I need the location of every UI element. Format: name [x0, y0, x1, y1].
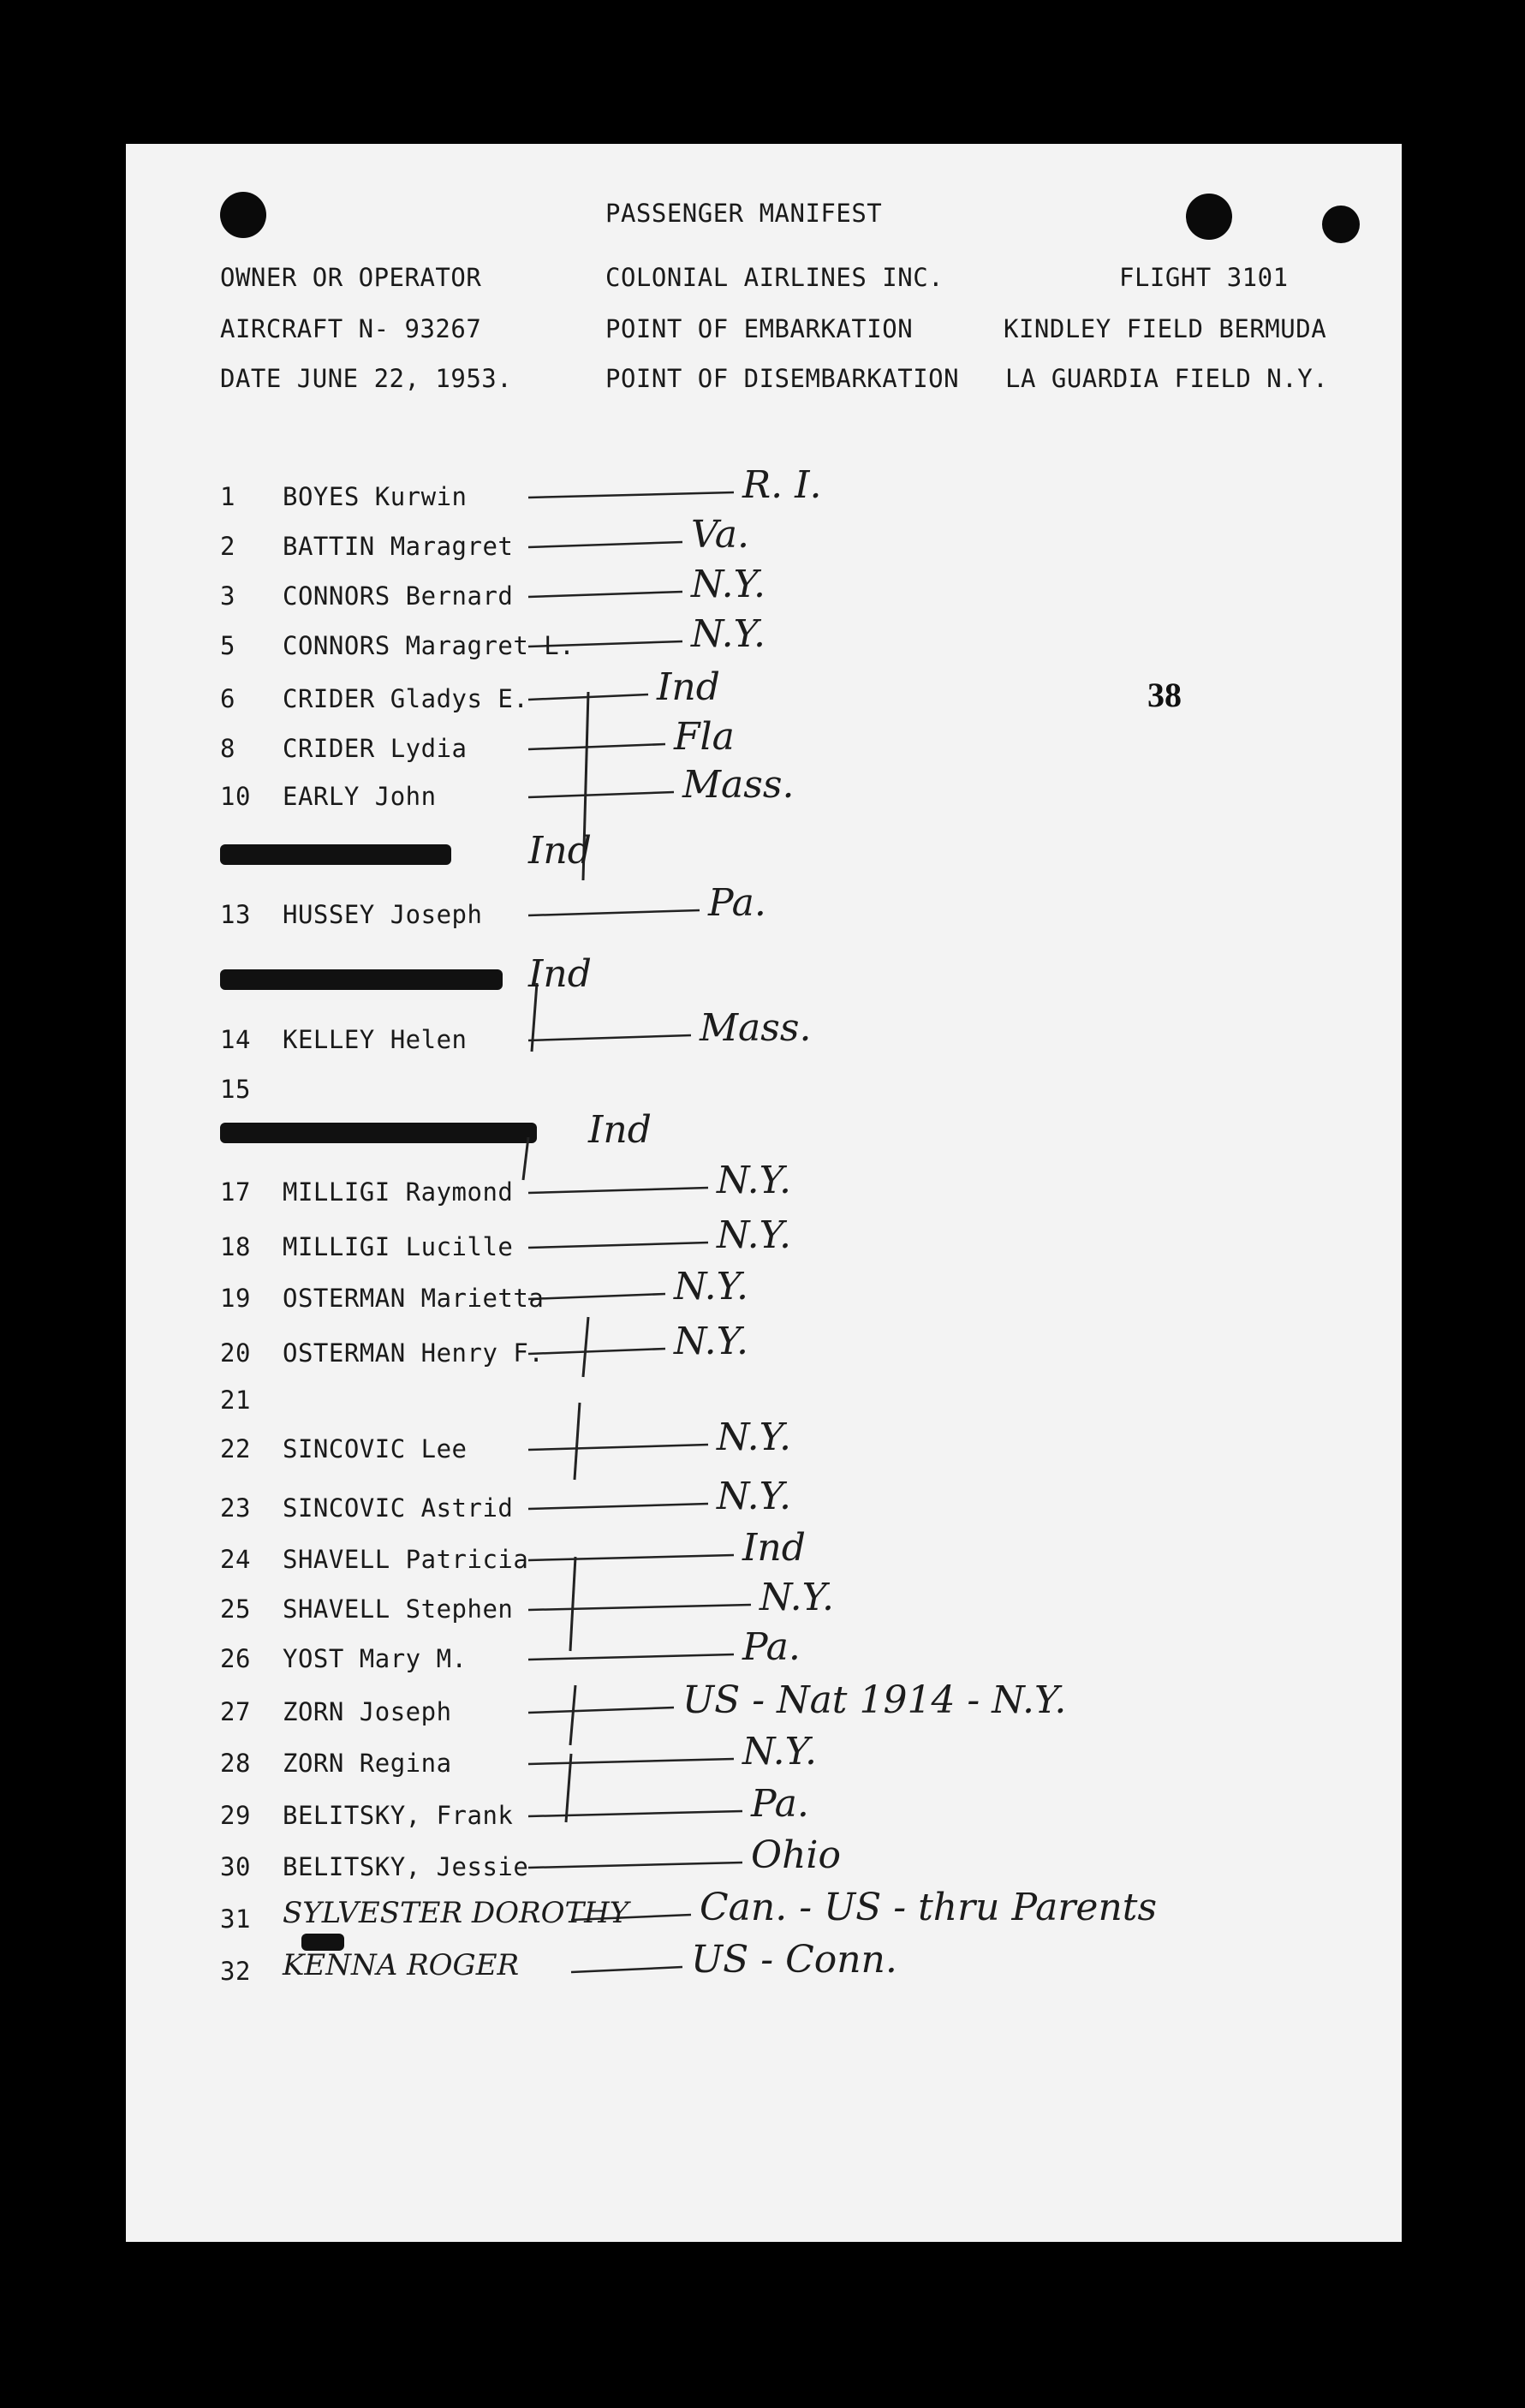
embarkation-place: KINDLEY FIELD BERMUDA: [1004, 314, 1327, 343]
handwritten-note: N.Y.: [760, 1576, 835, 1619]
operator-name: COLONIAL AIRLINES INC.: [605, 263, 944, 292]
handwritten-note: N.Y.: [717, 1159, 792, 1202]
disembarkation-label: POINT OF DISEMBARKATION: [605, 364, 960, 393]
check-stroke: [583, 1317, 588, 1377]
row-number: 13: [220, 900, 251, 929]
row-number: 19: [220, 1284, 251, 1313]
passenger-name: ZORN Regina: [283, 1749, 452, 1778]
owner-label: OWNER OR OPERATOR: [220, 263, 482, 292]
passenger-name: CRIDER Lydia: [283, 734, 468, 763]
handwritten-note: Ind: [528, 829, 592, 873]
row-number: 24: [220, 1545, 251, 1574]
row-number: 14: [220, 1025, 251, 1054]
handwritten-note: N.Y.: [717, 1475, 792, 1518]
check-dash: [528, 1243, 708, 1248]
row-number: 25: [220, 1594, 251, 1624]
manifest-sheet: [126, 144, 1402, 2242]
embarkation-label: POINT OF EMBARKATION: [605, 314, 914, 343]
row-number: 23: [220, 1493, 251, 1523]
handwritten-note: Ind: [588, 1108, 652, 1152]
row-number: 15: [220, 1075, 251, 1104]
row-number: 26: [220, 1644, 251, 1673]
passenger-name: OSTERMAN Henry F.: [283, 1338, 545, 1368]
row-number: 20: [220, 1338, 251, 1368]
handwritten-note: Pa.: [708, 881, 766, 925]
handwritten-note: US - Nat 1914 - N.Y.: [682, 1678, 1067, 1722]
handwritten-note: US - Conn.: [691, 1938, 897, 1982]
handwritten-note: N.Y.: [742, 1730, 818, 1773]
page-number: 38: [1147, 676, 1182, 714]
row-number: 22: [220, 1434, 251, 1463]
check-stroke: [570, 1557, 575, 1651]
passenger-name: BELITSKY, Frank: [283, 1801, 514, 1830]
row-number: 29: [220, 1801, 251, 1830]
check-dash: [528, 1504, 708, 1509]
handwritten-note: Ind: [528, 952, 592, 996]
check-dash: [528, 744, 665, 749]
check-dash: [528, 492, 734, 498]
check-dash: [528, 1188, 708, 1193]
check-dash: [528, 1708, 674, 1713]
handwritten-note: Mass.: [700, 1006, 812, 1050]
manifest-title: PASSENGER MANIFEST: [605, 199, 883, 228]
passenger-name: SYLVESTER DOROTHY: [283, 1896, 629, 1930]
handwritten-note: N.Y.: [717, 1213, 792, 1257]
handwritten-note: Mass.: [682, 763, 795, 807]
handwritten-note: N.Y.: [691, 612, 766, 656]
row-number: 30: [220, 1852, 251, 1881]
handwritten-note: N.Y.: [717, 1416, 792, 1459]
handwritten-note: Pa.: [751, 1782, 809, 1826]
handwritten-note: Ohio: [751, 1833, 841, 1877]
passenger-name: CRIDER Gladys E.: [283, 684, 529, 713]
check-dash: [528, 1445, 708, 1450]
check-dash: [528, 1605, 751, 1610]
check-dash: [528, 1294, 665, 1299]
aircraft-number: AIRCRAFT N- 93267: [220, 314, 482, 343]
passenger-name: HUSSEY Joseph: [283, 900, 483, 929]
handwritten-note: Ind: [657, 665, 720, 709]
row-number: 2: [220, 532, 235, 561]
check-dash: [528, 1654, 734, 1660]
row-number: 21: [220, 1386, 251, 1415]
passenger-name: MILLIGI Raymond: [283, 1177, 514, 1207]
row-number: 27: [220, 1697, 251, 1726]
row-number: 8: [220, 734, 235, 763]
row-number: 17: [220, 1177, 251, 1207]
handwritten-note: Pa.: [742, 1625, 801, 1669]
handwritten-note: N.Y.: [674, 1265, 749, 1308]
check-dash: [528, 1811, 742, 1816]
passenger-name: EARLY John: [283, 782, 437, 811]
handwritten-note: Va.: [691, 513, 749, 557]
check-dash: [528, 542, 682, 547]
passenger-name: KENNA ROGER: [283, 1948, 520, 1982]
check-dash: [528, 1035, 691, 1040]
check-dash: [528, 1555, 734, 1560]
passenger-name: MILLIGI Lucille: [283, 1232, 514, 1261]
check-dash: [528, 1349, 665, 1354]
check-dash: [528, 792, 674, 797]
passenger-name: SINCOVIC Astrid: [283, 1493, 514, 1523]
passenger-name: SHAVELL Patricia: [283, 1545, 529, 1574]
handwritten-note: R. I.: [742, 463, 822, 507]
handwritten-note: Ind: [742, 1526, 806, 1570]
passenger-name: YOST Mary M.: [283, 1644, 468, 1673]
check-stroke: [523, 1137, 528, 1180]
handwritten-note: Fla: [674, 715, 735, 759]
passenger-name: BATTIN Maragret: [283, 532, 514, 561]
passenger-name: BELITSKY, Jessie: [283, 1852, 529, 1881]
flight-number: FLIGHT 3101: [1119, 263, 1289, 292]
passenger-name: CONNORS Bernard: [283, 581, 514, 611]
handwritten-note: N.Y.: [674, 1320, 749, 1363]
row-number: 32: [220, 1957, 251, 1986]
row-number: 18: [220, 1232, 251, 1261]
row-number: 5: [220, 631, 235, 660]
passenger-name: BOYES Kurwin: [283, 482, 468, 511]
handwritten-note: Can. - US - thru Parents: [700, 1886, 1158, 1929]
passenger-name: SINCOVIC Lee: [283, 1434, 468, 1463]
row-number: 6: [220, 684, 235, 713]
row-number: 31: [220, 1904, 251, 1934]
disembarkation-place: LA GUARDIA FIELD N.Y.: [1005, 364, 1329, 393]
check-dash: [528, 1863, 742, 1868]
check-stroke: [570, 1685, 575, 1745]
check-stroke: [575, 1403, 580, 1480]
passenger-name: CONNORS Maragret L.: [283, 631, 575, 660]
passenger-name: SHAVELL Stephen: [283, 1594, 514, 1624]
row-number: 28: [220, 1749, 251, 1778]
check-dash: [528, 1759, 734, 1764]
flight-date: DATE JUNE 22, 1953.: [220, 364, 513, 393]
row-number: 1: [220, 482, 235, 511]
passenger-name: OSTERMAN Marietta: [283, 1284, 545, 1313]
row-number: 10: [220, 782, 251, 811]
check-dash: [571, 1967, 682, 1972]
check-dash: [528, 910, 700, 915]
passenger-name: ZORN Joseph: [283, 1697, 452, 1726]
passenger-name: KELLEY Helen: [283, 1025, 468, 1054]
handwritten-note: N.Y.: [691, 563, 766, 606]
row-number: 3: [220, 581, 235, 611]
check-dash: [528, 592, 682, 597]
